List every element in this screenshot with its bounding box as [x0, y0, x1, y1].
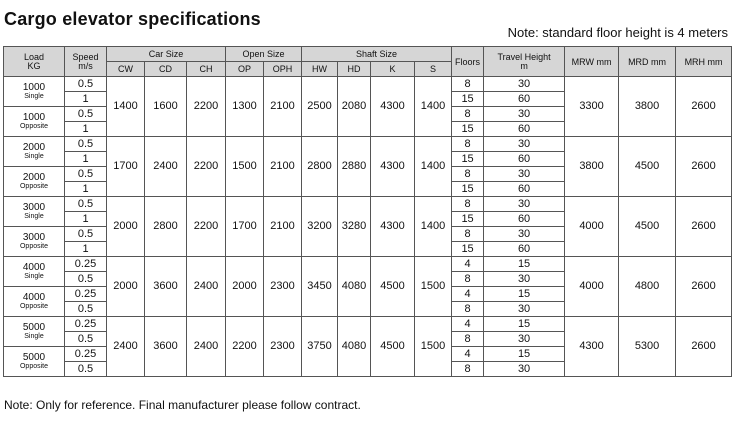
speed-cell: 0.5: [65, 332, 107, 347]
travel-height-cell: 30: [484, 302, 565, 317]
mrh-cell: 2600: [676, 317, 732, 377]
ch-cell: 2400: [187, 317, 226, 377]
speed-cell: 0.5: [65, 362, 107, 377]
s-header: S: [415, 62, 452, 77]
load-type: Opposite: [19, 362, 49, 370]
op-cell: 1500: [226, 137, 264, 197]
mrh-cell: 2600: [676, 137, 732, 197]
travel-height-cell: 60: [484, 152, 565, 167]
cw-cell: 1400: [107, 77, 145, 137]
speed-cell: 1: [65, 122, 107, 137]
travel-height-cell: 60: [484, 182, 565, 197]
floors-cell: 8: [452, 107, 484, 122]
k-cell: 4300: [371, 77, 415, 137]
ch-cell: 2400: [187, 257, 226, 317]
load-cell: [4, 167, 65, 197]
load-type: Opposite: [19, 242, 49, 250]
floors-cell: 8: [452, 227, 484, 242]
travel-height-cell: 60: [484, 242, 565, 257]
travel-height-cell: 30: [484, 332, 565, 347]
hw-cell: 3200: [302, 197, 338, 257]
floors-cell: 8: [452, 167, 484, 182]
table-body: [4, 77, 732, 377]
hw-cell: 3750: [302, 317, 338, 377]
load-value: 5000: [22, 351, 46, 363]
mrw-cell: 4000: [565, 257, 619, 317]
floor-height-note: Note: standard floor height is 4 meters: [507, 25, 728, 40]
cd-header: CD: [145, 62, 187, 77]
hd-cell: 4080: [338, 257, 371, 317]
ch-header: CH: [187, 62, 226, 77]
load-type: Single: [24, 332, 44, 340]
load-cell: [4, 77, 65, 107]
open-size-header: Open Size: [226, 47, 302, 62]
speed-header: Speed m/s: [65, 47, 107, 77]
load-cell: [4, 347, 65, 377]
load-value: 2000: [22, 141, 46, 153]
load-type: Opposite: [19, 122, 49, 130]
hw-header: HW: [302, 62, 338, 77]
floors-cell: 4: [452, 257, 484, 272]
floors-cell: 8: [452, 137, 484, 152]
k-cell: 4300: [371, 197, 415, 257]
oph-cell: 2100: [264, 197, 302, 257]
load-cell: [4, 257, 65, 287]
k-cell: 4500: [371, 317, 415, 377]
oph-cell: 2300: [264, 257, 302, 317]
s-cell: 1400: [415, 77, 452, 137]
ch-cell: 2200: [187, 77, 226, 137]
floors-cell: 4: [452, 287, 484, 302]
load-type: Single: [24, 92, 44, 100]
cw-cell: 1700: [107, 137, 145, 197]
load-cell: [4, 317, 65, 347]
car-size-header: Car Size: [107, 47, 226, 62]
table-row: [4, 317, 732, 332]
s-cell: 1500: [415, 257, 452, 317]
speed-cell: 0.25: [65, 287, 107, 302]
load-type: Opposite: [19, 302, 49, 310]
mrh-header: MRH mm: [676, 47, 732, 77]
travel-height-header: Travel Height m: [484, 47, 565, 77]
speed-cell: 0.5: [65, 107, 107, 122]
hd-cell: 2080: [338, 77, 371, 137]
load-header: Load KG: [4, 47, 65, 77]
hw-cell: 2500: [302, 77, 338, 137]
oph-cell: 2100: [264, 77, 302, 137]
hd-header: HD: [338, 62, 371, 77]
table-row: [4, 197, 732, 212]
travel-height-cell: 30: [484, 272, 565, 287]
speed-cell: 0.5: [65, 197, 107, 212]
floors-cell: 8: [452, 77, 484, 92]
mrh-cell: 2600: [676, 257, 732, 317]
load-value: 3000: [22, 201, 46, 213]
travel-height-cell: 15: [484, 257, 565, 272]
floors-cell: 15: [452, 122, 484, 137]
floors-cell: 8: [452, 302, 484, 317]
cd-cell: 3600: [145, 257, 187, 317]
mrd-cell: 5300: [619, 317, 676, 377]
travel-height-cell: 30: [484, 137, 565, 152]
travel-height-cell: 30: [484, 107, 565, 122]
mrw-cell: 3300: [565, 77, 619, 137]
speed-cell: 1: [65, 152, 107, 167]
load-type: Opposite: [19, 182, 49, 190]
speed-cell: 1: [65, 182, 107, 197]
floors-cell: 15: [452, 182, 484, 197]
op-cell: 1700: [226, 197, 264, 257]
travel-height-cell: 30: [484, 77, 565, 92]
mrw-cell: 4000: [565, 197, 619, 257]
load-type: Single: [24, 272, 44, 280]
floors-cell: 4: [452, 317, 484, 332]
speed-cell: 0.25: [65, 317, 107, 332]
speed-cell: 0.5: [65, 77, 107, 92]
load-value: 1000: [22, 111, 46, 123]
oph-cell: 2300: [264, 317, 302, 377]
mrw-cell: 3800: [565, 137, 619, 197]
travel-height-cell: 15: [484, 317, 565, 332]
cd-cell: 2400: [145, 137, 187, 197]
table-row: [4, 257, 732, 272]
mrd-cell: 4500: [619, 197, 676, 257]
speed-cell: 0.25: [65, 347, 107, 362]
op-cell: 1300: [226, 77, 264, 137]
floors-header: Floors: [452, 47, 484, 77]
floors-cell: 8: [452, 362, 484, 377]
cw-cell: 2000: [107, 197, 145, 257]
load-value: 3000: [22, 231, 46, 243]
floors-cell: 8: [452, 332, 484, 347]
load-type: Single: [24, 152, 44, 160]
floors-cell: 8: [452, 197, 484, 212]
mrd-cell: 4800: [619, 257, 676, 317]
speed-cell: 0.25: [65, 257, 107, 272]
op-header: OP: [226, 62, 264, 77]
load-cell: [4, 137, 65, 167]
hw-cell: 2800: [302, 137, 338, 197]
load-value: 1000: [22, 81, 46, 93]
hd-cell: 4080: [338, 317, 371, 377]
load-cell: [4, 197, 65, 227]
travel-height-cell: 15: [484, 347, 565, 362]
mrd-cell: 4500: [619, 137, 676, 197]
mrw-header: MRW mm: [565, 47, 619, 77]
ch-cell: 2200: [187, 137, 226, 197]
speed-cell: 1: [65, 212, 107, 227]
floors-cell: 8: [452, 272, 484, 287]
load-cell: [4, 107, 65, 137]
travel-height-cell: 60: [484, 92, 565, 107]
load-value: 2000: [22, 171, 46, 183]
ch-cell: 2200: [187, 197, 226, 257]
floors-cell: 15: [452, 212, 484, 227]
load-cell: [4, 227, 65, 257]
speed-cell: 1: [65, 92, 107, 107]
travel-height-cell: 30: [484, 197, 565, 212]
k-header: K: [371, 62, 415, 77]
travel-height-cell: 15: [484, 287, 565, 302]
shaft-size-header: Shaft Size: [302, 47, 452, 62]
travel-height-cell: 30: [484, 227, 565, 242]
travel-height-cell: 60: [484, 212, 565, 227]
cw-cell: 2000: [107, 257, 145, 317]
hw-cell: 3450: [302, 257, 338, 317]
travel-height-cell: 60: [484, 122, 565, 137]
floors-cell: 15: [452, 152, 484, 167]
hd-cell: 3280: [338, 197, 371, 257]
load-value: 4000: [22, 261, 46, 273]
oph-header: OPH: [264, 62, 302, 77]
mrd-header: MRD mm: [619, 47, 676, 77]
load-value: 5000: [22, 321, 46, 333]
cd-cell: 2800: [145, 197, 187, 257]
cd-cell: 1600: [145, 77, 187, 137]
speed-cell: 0.5: [65, 167, 107, 182]
table-row: [4, 137, 732, 152]
spec-table: [3, 46, 732, 377]
mrh-cell: 2600: [676, 77, 732, 137]
speed-cell: 0.5: [65, 227, 107, 242]
cd-cell: 3600: [145, 317, 187, 377]
floors-cell: 15: [452, 92, 484, 107]
speed-cell: 0.5: [65, 302, 107, 317]
speed-cell: 0.5: [65, 272, 107, 287]
mrw-cell: 4300: [565, 317, 619, 377]
load-value: 4000: [22, 291, 46, 303]
s-cell: 1400: [415, 197, 452, 257]
floors-cell: 15: [452, 242, 484, 257]
floors-cell: 4: [452, 347, 484, 362]
mrd-cell: 3800: [619, 77, 676, 137]
s-cell: 1500: [415, 317, 452, 377]
travel-height-cell: 30: [484, 167, 565, 182]
page-title: Cargo elevator specifications: [4, 9, 261, 29]
k-cell: 4300: [371, 137, 415, 197]
reference-note: Note: Only for reference. Final manufacturer please follow contract.: [4, 398, 361, 412]
op-cell: 2000: [226, 257, 264, 317]
load-cell: [4, 287, 65, 317]
table-header: [4, 47, 732, 77]
hd-cell: 2880: [338, 137, 371, 197]
oph-cell: 2100: [264, 137, 302, 197]
k-cell: 4500: [371, 257, 415, 317]
cw-header: CW: [107, 62, 145, 77]
speed-cell: 0.5: [65, 137, 107, 152]
table-row: [4, 77, 732, 92]
cw-cell: 2400: [107, 317, 145, 377]
travel-height-cell: 30: [484, 362, 565, 377]
mrh-cell: 2600: [676, 197, 732, 257]
op-cell: 2200: [226, 317, 264, 377]
load-type: Single: [24, 212, 44, 220]
s-cell: 1400: [415, 137, 452, 197]
speed-cell: 1: [65, 242, 107, 257]
